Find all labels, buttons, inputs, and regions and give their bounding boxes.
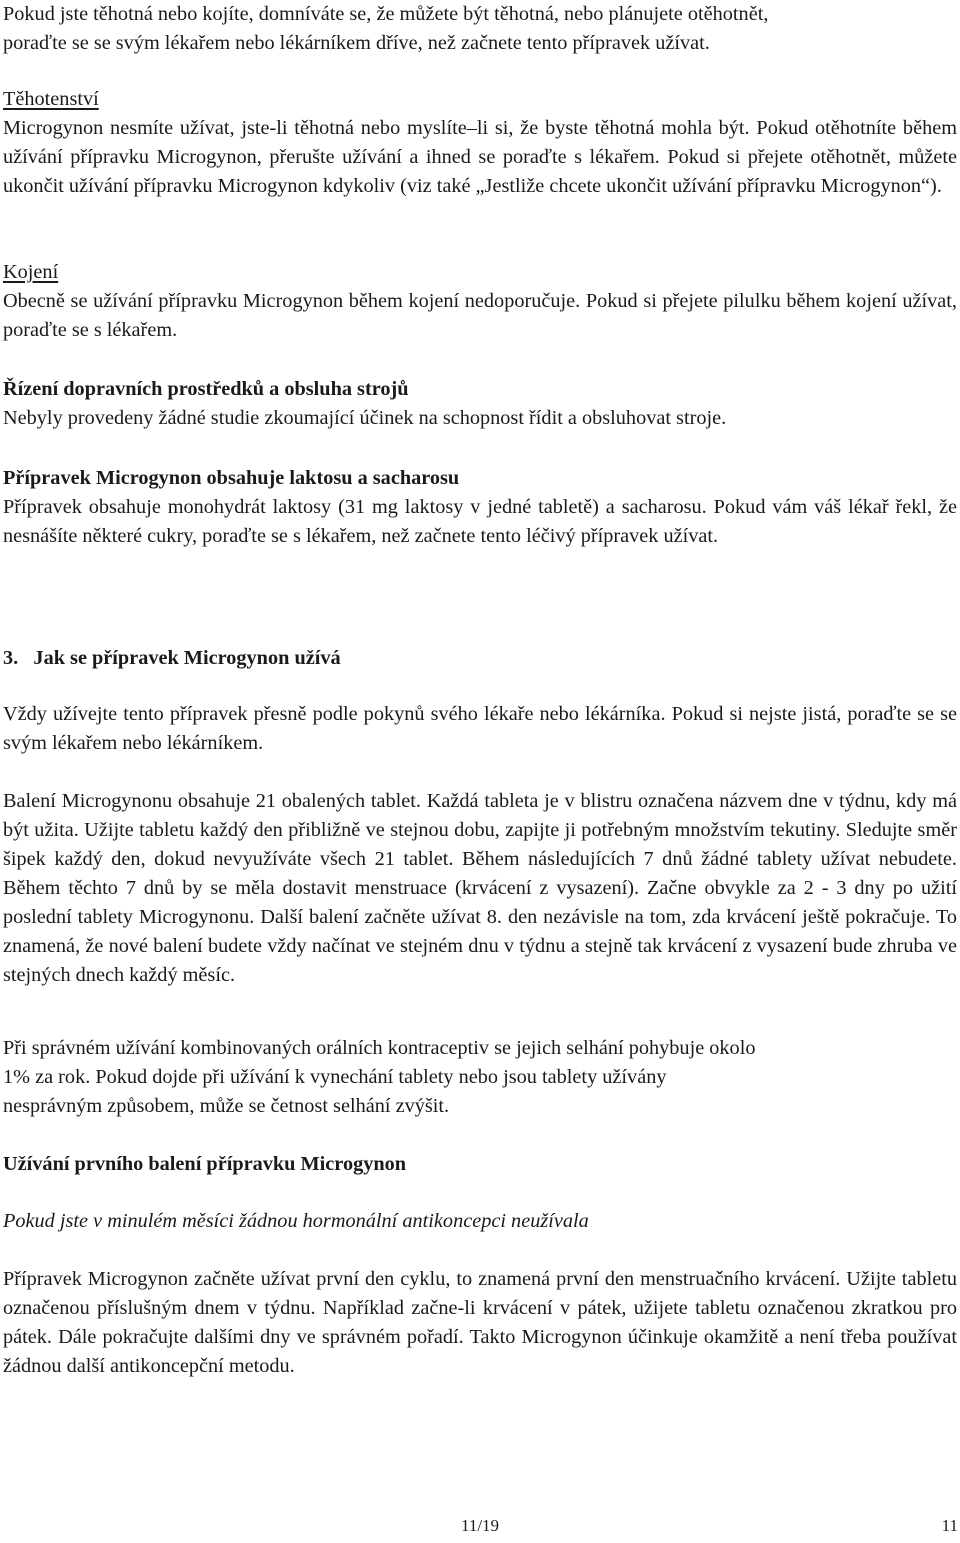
driving-heading: Řízení dopravních prostředků a obsluha strojů xyxy=(3,378,409,400)
section-3-para-3-block xyxy=(3,1034,957,1121)
section-3-para-1-block xyxy=(3,700,957,758)
pregnancy-text: Microgynon nesmíte užívat, jste-li těhotná nebo myslíte–li si, že byste těhotná mohla být. Pokud otěhotníte během užívání přípravku Microgynon, přerušte užívání a ihned se poraďte s lékařem. Pokud si přejete otěhotnět, můžete ukončit užívání přípravku Microgynon kdykoliv (viz také „Jestliže chcete ukončit užívání přípravku Microgynon“). xyxy=(3,117,957,197)
section-3-heading-block xyxy=(3,644,957,673)
lactose-heading: Přípravek Microgynon obsahuje laktosu a sacharosu xyxy=(3,467,460,489)
intro-line-2: poraďte se se svým lékařem nebo lékárníkem dříve, než začnete tento přípravek užívat. xyxy=(3,32,710,54)
pregnancy-heading: Těhotenství xyxy=(3,88,99,110)
first-pack-subheading: Pokud jste v minulém měsíci žádnou hormonální antikoncepci neužívala xyxy=(3,1210,589,1232)
pregnancy-section xyxy=(3,85,957,201)
first-pack-subheading-block xyxy=(3,1207,957,1236)
intro-paragraph xyxy=(3,0,957,58)
section-3-para-3-line-2: 1% za rok. Pokud dojde při užívání k vynechání tablety nebo jsou tablety užívány xyxy=(3,1066,667,1088)
section-3-para-1: Vždy užívejte tento přípravek přesně podle pokynů svého lékaře nebo lékárníka. Pokud si nejste jistá, poraďte se se svým lékařem nebo lékárníkem. xyxy=(3,703,957,754)
first-pack-heading: Užívání prvního balení přípravku Microgynon xyxy=(3,1153,407,1175)
breastfeeding-section xyxy=(3,258,957,345)
section-3-para-2: Balení Microgynonu obsahuje 21 obalených tablet. Každá tableta je v blistru označena názvem dne v týdnu, kdy má být užita. Užijte tabletu každý den přibližně ve stejnou dobu, zapijte ji potřebným množstvím tekutiny. Sledujte směr šipek každý den, dokud nevyužíváte všech 21 tablet. Během následujících 7 dnů žádné tablety užívat nebudete. Během těchto 7 dnů by se měla dostavit menstruace (krvácení z vysazení). Začne obvykle za 2 - 3 dny po užití poslední tablety Microgynonu. Další balení začněte užívat 8. den nezávisle na tom, zda krvácení ještě pokračuje. To znamená, že nové balení budete vždy načínat ve stejném dnu v týdnu a stejně tak krvácení z vysazení bude zhruba ve stejných dnech každý měsíc. xyxy=(3,790,957,986)
lactose-section xyxy=(3,464,957,551)
page-of-total: 11/19 xyxy=(460,1516,500,1535)
first-pack-heading-block xyxy=(3,1150,957,1179)
driving-section xyxy=(3,375,957,433)
breastfeeding-text: Obecně se užívání přípravku Microgynon během kojení nedoporučuje. Pokud si přejete pilulku během kojení užívat, poraďte se s lékařem. xyxy=(3,290,957,341)
breastfeeding-heading: Kojení xyxy=(3,261,59,283)
section-3-para-2-block xyxy=(3,787,957,990)
section-3-para-3-line-3: nesprávným způsobem, může se četnost selhání zvýšit. xyxy=(3,1095,450,1117)
page-number: 11 xyxy=(941,1516,958,1535)
driving-text: Nebyly provedeny žádné studie zkoumající účinek na schopnost řídit a obsluhovat stroje. xyxy=(3,407,727,429)
first-pack-text: Přípravek Microgynon začněte užívat první den cyklu, to znamená první den menstruačního krvácení. Užijte tabletu označenou příslušným dnem v týdnu. Například začne-li krvácení v pátek, užijete tabletu označenou zkratkou pro pátek. Dále pokračujte dalšími dny ve správném pořadí. Takto Microgynon účinkuje okamžitě a není třeba používat žádnou další antikoncepční metodu. xyxy=(3,1268,957,1377)
section-3-heading: 3. Jak se přípravek Microgynon užívá xyxy=(3,647,341,669)
lactose-text: Přípravek obsahuje monohydrát laktosy (31 mg laktosy v jedné tabletě) a sacharosu. Pokud vám váš lékař řekl, že nesnášíte některé cukry, poraďte se s lékařem, než začnete tento léčivý přípravek užívat. xyxy=(3,496,957,547)
intro-line-1: Pokud jste těhotná nebo kojíte, domníváte se, že můžete být těhotná, nebo plánujete otěhotnět, xyxy=(3,3,769,25)
first-pack-text-block xyxy=(3,1265,957,1381)
section-3-para-3-line-1: Při správném užívání kombinovaných orálních kontraceptiv se jejich selhání pohybuje okolo xyxy=(3,1037,756,1059)
